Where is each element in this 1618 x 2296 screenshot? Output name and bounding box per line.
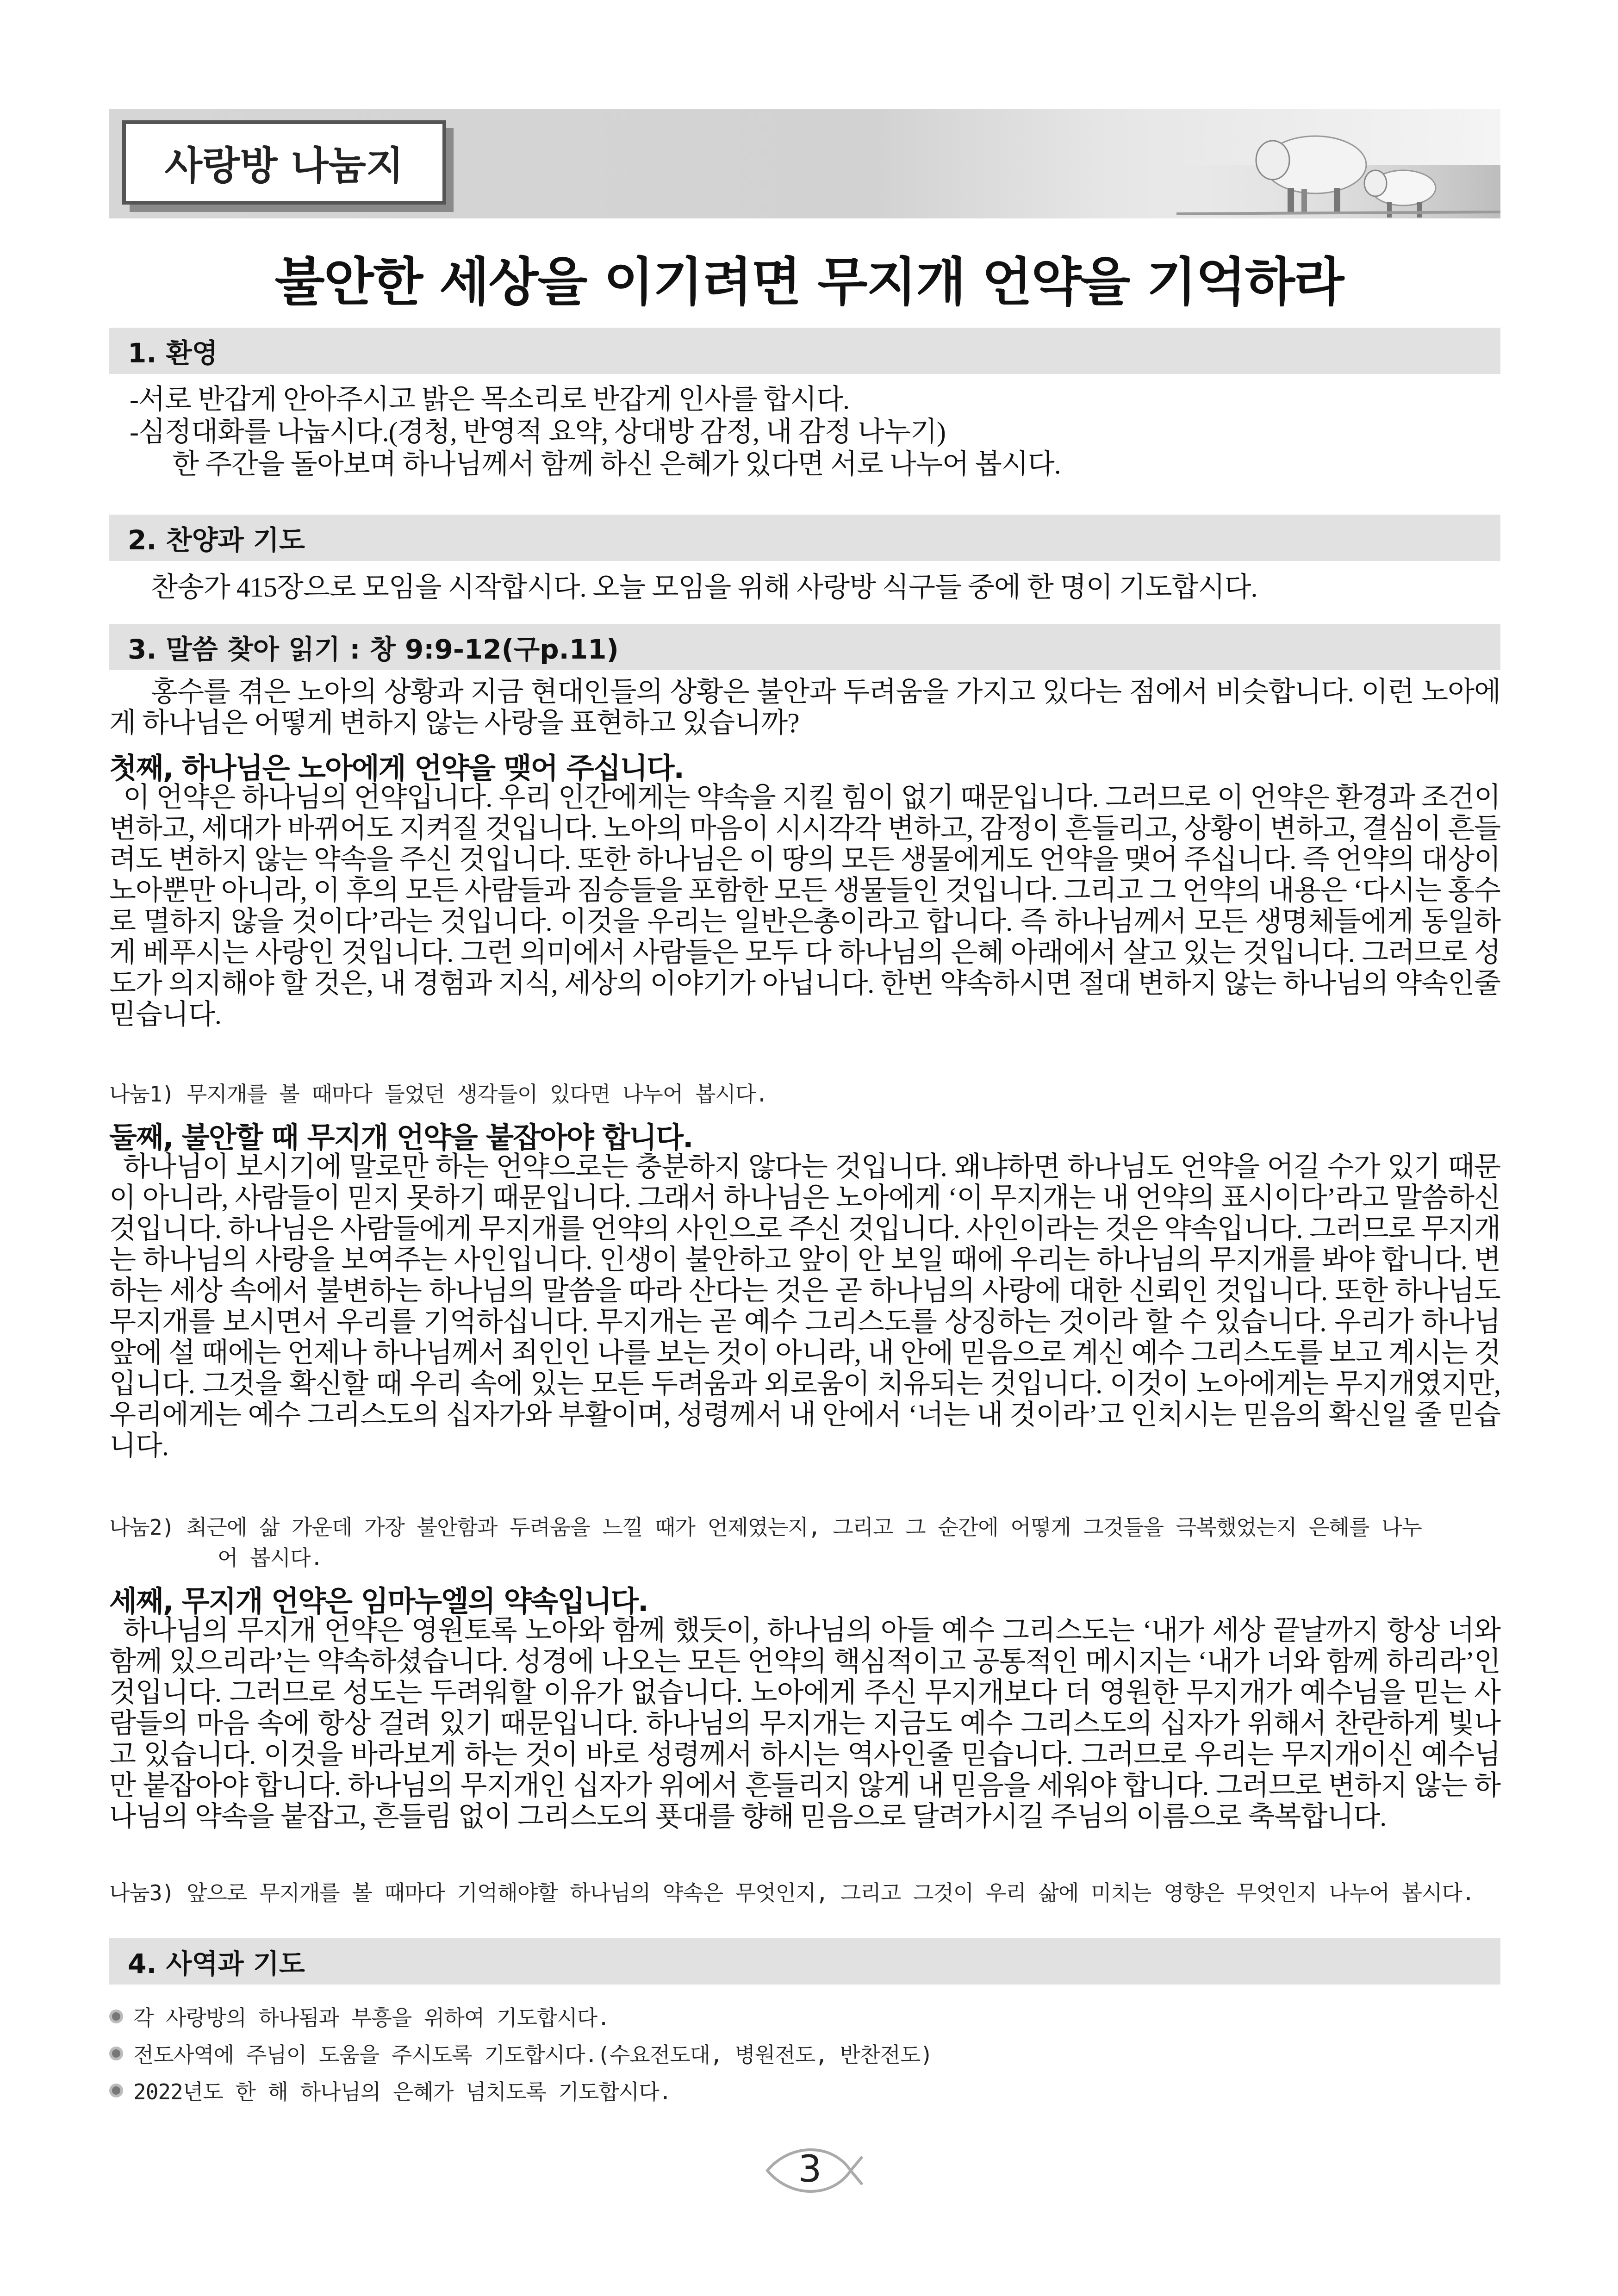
bullet-icon — [109, 2010, 123, 2023]
prayer-item-text: 전도사역에 주님이 도움을 주시도록 기도합시다.(수요전도대, 병원전도, 반찬전도) — [133, 2042, 933, 2067]
welcome-line-3: 한 주간을 돌아보며 하나님께서 함께 하신 은혜가 있다면 서로 나누어 봅시다. — [172, 449, 1061, 479]
page-number: 3 — [798, 2147, 822, 2190]
page-title: 불안한 세상을 이기려면 무지개 언약을 기억하라 — [274, 252, 1344, 312]
header-badge: 사랑방 나눔지 — [122, 120, 446, 205]
sharing-note-3: 나눔3) 앞으로 무지개를 볼 때마다 기억해야할 하나님의 약속은 무엇인지, 그리고 그것이 우리 삶에 미치는 영향은 무엇인지 나누어 봅시다. — [109, 1880, 1475, 1905]
point2-text: 하나님이 보시기에 말로만 하는 언약으로는 충분하지 않다는 것입니다. 왜냐하면 하나님도 언약을 어길 수가 있기 때문이 아니라, 사람들이 믿지 못하기 때문입니다. 그래서 하나님은 노아에게 ‘이 무지개는 내 언약의 표시이다’라고 말씀하신 것입니다. 하나님은 사람들에게 무지개를 언약의 사인으로 주신 것입니다. 사인이라는 것은 약속입니다. 그러므로 무지개는 하나님의 사랑을 보여주는 사인입니다. 인생이 불안하고 앞이 안 보일 때에 우리는 하나님의 무지개를 봐야 합니다. 변하는 세상 속에서 불변하는 하나님의 말씀을 따라 산다는 것은 곧 하나님의 사랑에 대한 신뢰인 것입니다. 또한 하나님도 무지개를 보시면서 우리를 기억하십니다. 무지개는 곧 예수 그리스도를 상징하는 것이라 할 수 있습니다. 우리가 하나님 앞에 설 때에는 언제나 하나님께서 죄인인 나를 보는 것이 아니라, 내 안에 믿음으로 계신 예수 그리스도를 보고 계시는 것입니다. 그것을 확신할 때 우리 속에 있는 모든 두려움과 외로움이 치유되는 것입니다. 이것이 노아에게는 무지개였지만, 우리에게는 예수 그리스도의 십자가와 부활이며, 성령께서 내 안에서 ‘너는 내 것이라’고 인치시는 믿음의 확신일 줄 믿습니다. — [109, 1151, 1500, 1461]
reading-intro: 홍수를 겪은 노아의 상황과 지금 현대인들의 상황은 불안과 두려움을 가지고 있다는 점에서 비슷합니다. 이런 노아에게 하나님은 어떻게 변하지 않는 사랑을 표현하고 있습니까? — [109, 677, 1500, 738]
prayer-item — [109, 2001, 610, 2032]
prayer-item-text: 2022년도 한 해 하나님의 은혜가 넘치도록 기도합시다. — [133, 2079, 672, 2104]
point1-text: 이 언약은 하나님의 언약입니다. 우리 인간에게는 약속을 지킬 힘이 없기 때문입니다. 그러므로 이 언약은 환경과 조건이 변하고, 세대가 바뀌어도 지켜질 것입니다. 노아의 마음이 시시각각 변하고, 감정이 흔들리고, 상황이 변하고, 결심이 흔들려도 변하지 않는 약속을 주신 것입니다. 또한 하나님은 이 땅의 모든 생물에게도 언약을 맺어 주십니다. 즉 언약의 대상이 노아뿐만 아니라, 이 후의 모든 사람들과 짐승들을 포함한 모든 생물들인 것입니다. 그리고 그 언약의 내용은 ‘다시는 홍수로 멸하지 않을 것이다’라는 것입니다. 이것을 우리는 일반은총이라고 합니다. 즉 하나님께서 모든 생명체들에게 동일하게 베푸시는 사랑인 것입니다. 그런 의미에서 사람들은 모두 다 하나님의 은혜 아래에서 살고 있는 것입니다. 그러므로 성도가 의지해야 할 것은, 내 경험과 지식, 세상의 이야기가 아닙니다. 한번 약속하시면 절대 변하지 않는 하나님의 약속인줄 믿습니다. — [109, 782, 1501, 1030]
prayer-item — [109, 2075, 671, 2106]
point1-heading: 첫째, 하나님은 노아에게 언약을 맺어 주십니다. — [109, 751, 684, 785]
section-heading-welcome: 1. 환영 — [109, 328, 1500, 374]
bullet-icon — [109, 2084, 123, 2097]
point3-text: 하나님의 무지개 언약은 영원토록 노아와 함께 했듯이, 하나님의 아들 예수 그리스도는 ‘내가 세상 끝날까지 항상 너와 함께 있으리라’는 약속하셨습니다. 성경에 나오는 모든 언약의 핵심적이고 공통적인 메시지는 ‘내가 너와 함께 하리라’인 것입니다. 그러므로 성도는 두려워할 이유가 없습니다. 노아에게 주신 무지개보다 더 영원한 무지개가 예수님을 믿는 사람들의 마음 속에 항상 걸려 있기 때문입니다. 하나님의 무지개는 지금도 예수 그리스도의 십자가 위해서 찬란하게 빛나고 있습니다. 이것을 바라보게 하는 것이 바로 성령께서 하시는 역사인줄 믿습니다. 그러므로 우리는 무지개이신 예수님만 붙잡아야 합니다. 하나님의 무지개인 십자가 위에서 흔들리지 않게 내 믿음을 세워야 합니다. 그러므로 변하지 않는 하나님의 약속을 붙잡고, 흔들림 없이 그리스도의 푯대를 향해 믿음으로 달려가시길 주님의 이름으로 축복합니다. — [109, 1615, 1500, 1832]
sharing-note-2-line-2: 어 봅시다. — [218, 1545, 323, 1570]
section-heading-ministry: 4. 사역과 기도 — [109, 1938, 1500, 1985]
point3-heading: 세째, 무지개 언약은 임마누엘의 약속입니다. — [109, 1584, 648, 1618]
praise-text: 찬송가 415장으로 모임을 시작합시다. 오늘 모임을 위해 사랑방 식구들 중에 한 명이 기도합시다. — [151, 572, 1257, 603]
section-heading-reading: 3. 말씀 찾아 읽기 : 창 9:9-12(구p.11) — [109, 624, 1500, 670]
sheep-illustration — [1176, 109, 1500, 218]
sharing-note-1: 나눔1) 무지개를 볼 때마다 들었던 생각들이 있다면 나누어 봅시다. — [109, 1082, 768, 1107]
bullet-icon — [109, 2047, 123, 2060]
welcome-line-1: -서로 반갑게 안아주시고 밝은 목소리로 반갑게 인사를 합시다. — [130, 384, 849, 415]
welcome-line-2: -심정대화를 나눕시다.(경청, 반영적 요약, 상대방 감정, 내 감정 나누기) — [130, 417, 946, 447]
prayer-item-text: 각 사랑방의 하나됨과 부흥을 위하여 기도합시다. — [133, 2005, 610, 2030]
section-heading-praise: 2. 찬양과 기도 — [109, 515, 1500, 561]
sharing-note-2-line-1: 나눔2) 최근에 삶 가운데 가장 불안함과 두려움을 느낄 때가 언제였는지, 그리고 그 순간에 어떻게 그것들을 극복했었는지 은혜를 나누 — [109, 1515, 1422, 1540]
point2-heading: 둘째, 불안할 때 무지개 언약을 붙잡아야 합니다. — [109, 1120, 693, 1154]
prayer-item — [109, 2038, 933, 2069]
